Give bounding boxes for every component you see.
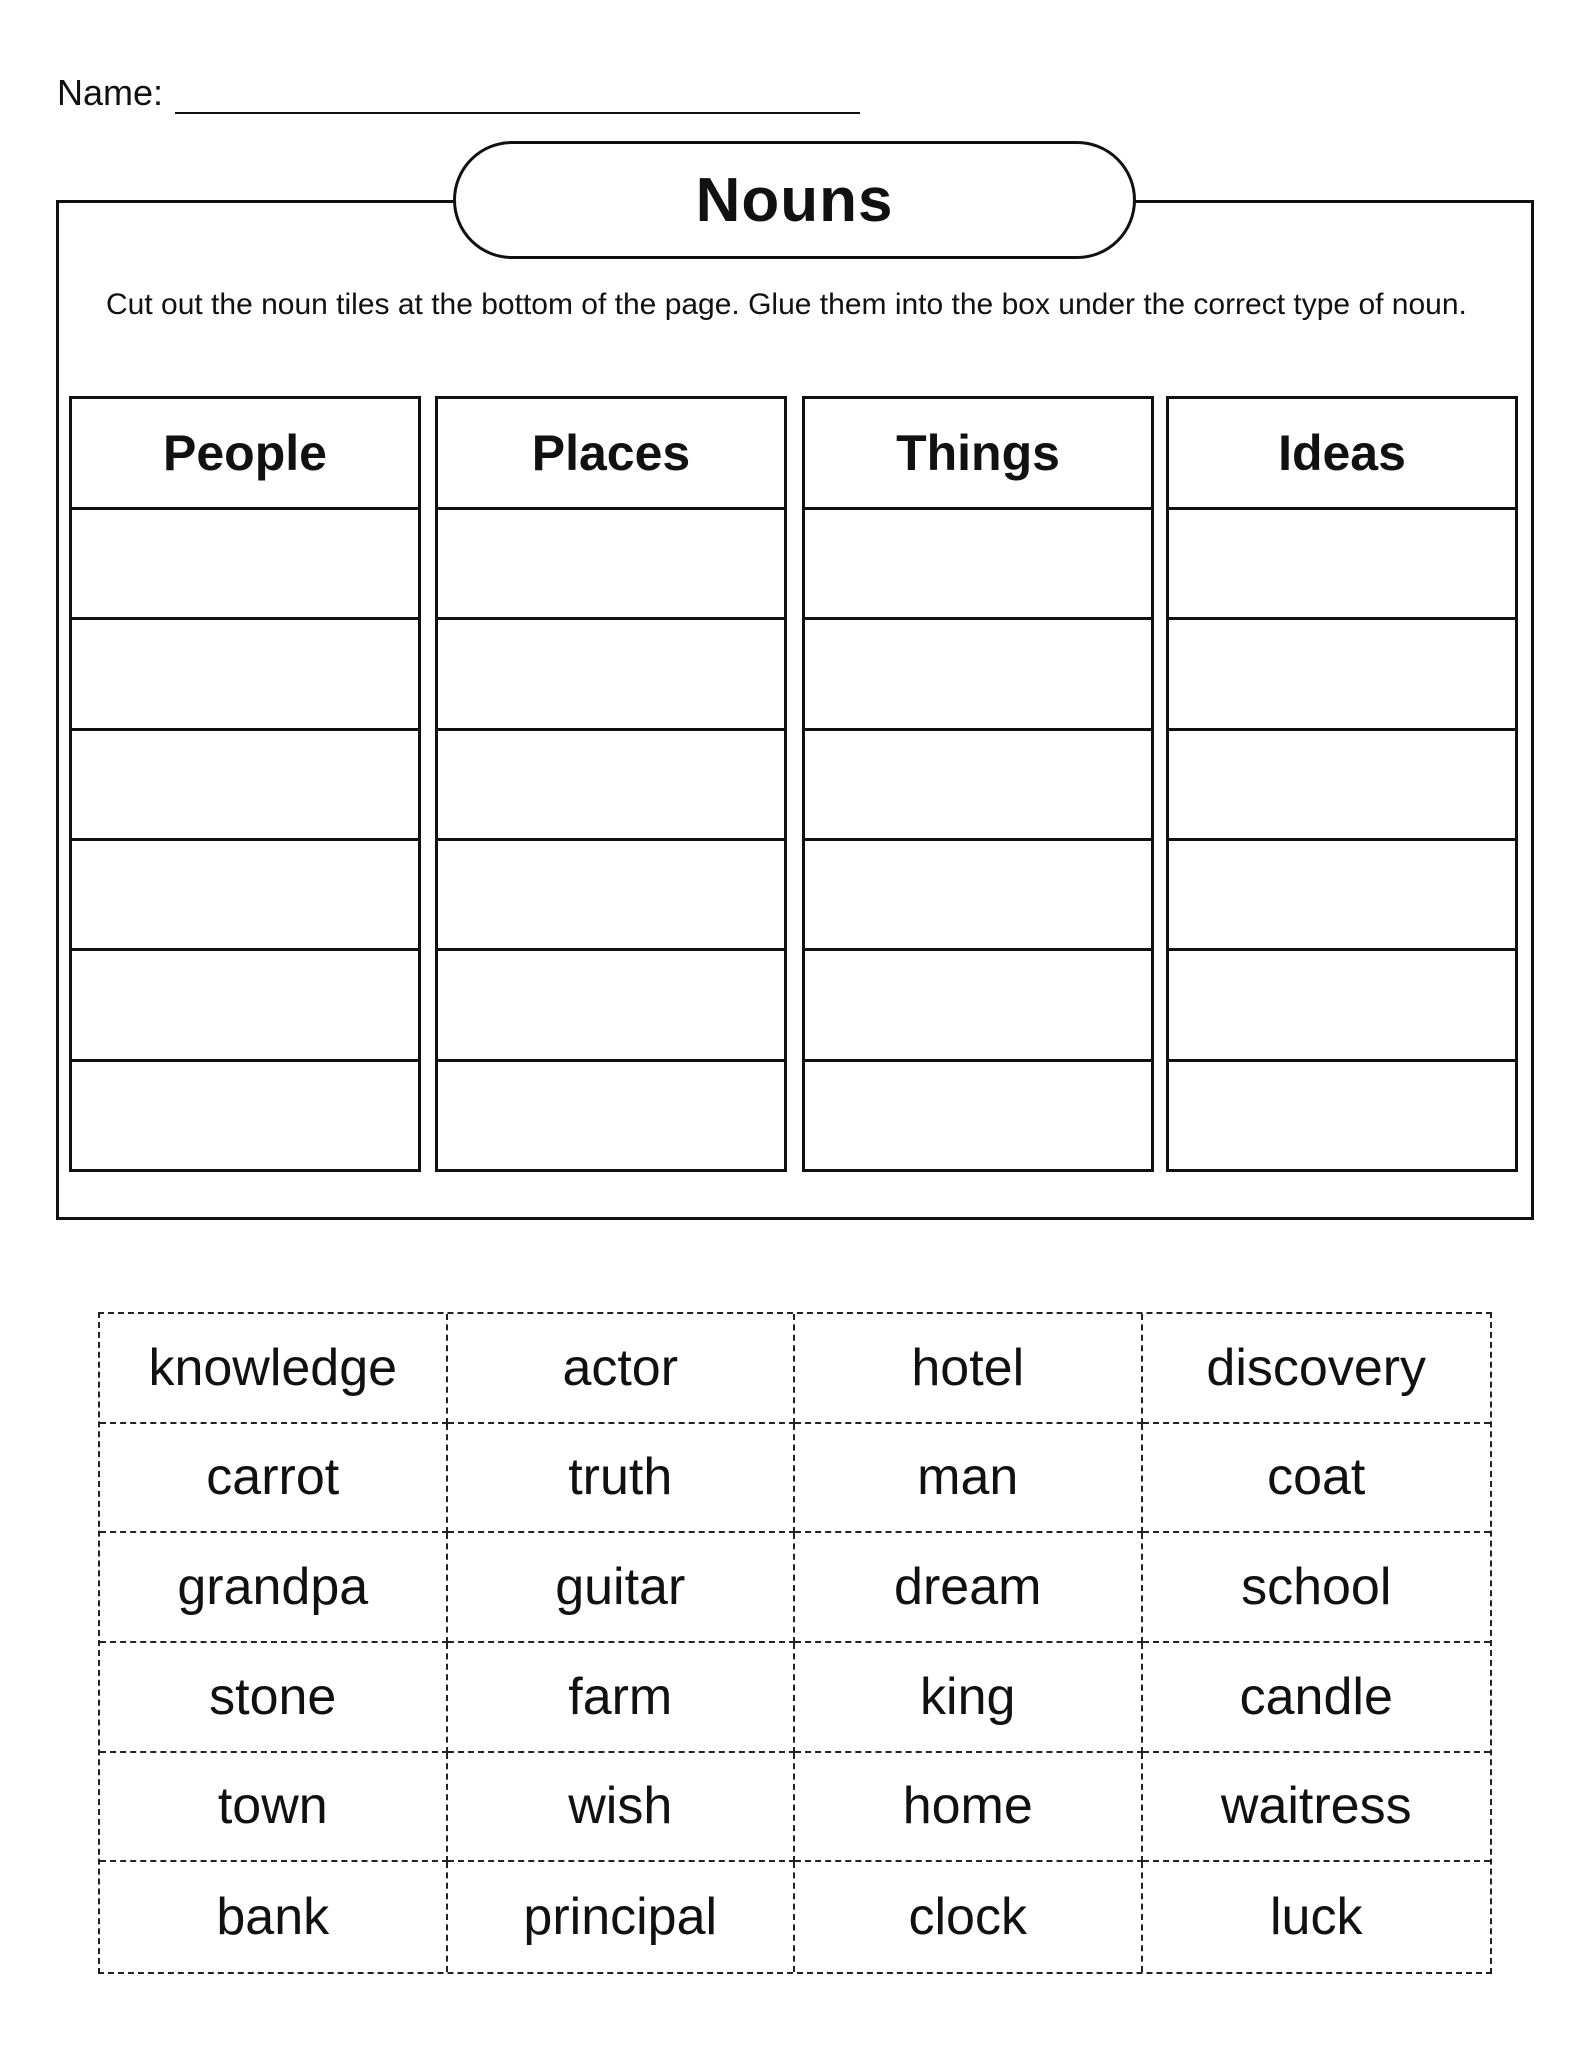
glue-box[interactable] xyxy=(1169,1062,1515,1169)
glue-box[interactable] xyxy=(1169,841,1515,951)
noun-tile[interactable]: dream xyxy=(795,1533,1143,1643)
column-things xyxy=(802,396,1154,1172)
glue-box[interactable] xyxy=(1169,731,1515,841)
glue-box[interactable] xyxy=(805,731,1151,841)
name-field xyxy=(57,72,860,114)
name-label: Name: xyxy=(57,72,164,113)
noun-tile[interactable]: discovery xyxy=(1143,1314,1491,1424)
noun-tile[interactable]: candle xyxy=(1143,1643,1491,1753)
column-people xyxy=(69,396,421,1172)
noun-tile[interactable]: hotel xyxy=(795,1314,1143,1424)
noun-tile[interactable]: luck xyxy=(1270,1888,1363,1947)
column-header-places: Places xyxy=(438,399,784,510)
column-header-ideas: Ideas xyxy=(1169,399,1515,510)
noun-tile[interactable]: actor xyxy=(448,1314,796,1424)
noun-tile[interactable]: bank xyxy=(100,1862,448,1972)
name-blank-line[interactable] xyxy=(175,74,860,114)
glue-box[interactable] xyxy=(438,951,784,1061)
noun-tile[interactable]: stone xyxy=(100,1643,448,1753)
noun-tile[interactable]: guitar xyxy=(448,1533,796,1643)
noun-tile[interactable]: farm xyxy=(448,1643,796,1753)
glue-box[interactable] xyxy=(72,1062,418,1169)
noun-tile[interactable]: grandpa xyxy=(100,1533,448,1643)
noun-tile[interactable]: clock xyxy=(795,1862,1143,1972)
noun-tile[interactable]: principal xyxy=(448,1862,796,1972)
glue-box[interactable] xyxy=(438,1062,784,1169)
column-header-people: People xyxy=(72,399,418,510)
glue-box[interactable] xyxy=(1169,620,1515,730)
column-header-things: Things xyxy=(805,399,1151,510)
column-places xyxy=(435,396,787,1172)
glue-box[interactable] xyxy=(72,620,418,730)
noun-tile[interactable]: knowledge xyxy=(100,1314,448,1424)
glue-box[interactable] xyxy=(805,951,1151,1061)
noun-tile[interactable]: man xyxy=(795,1424,1143,1534)
noun-tile[interactable]: town xyxy=(100,1753,448,1863)
glue-box[interactable] xyxy=(1169,510,1515,620)
noun-tile[interactable]: home xyxy=(795,1753,1143,1863)
glue-box[interactable] xyxy=(438,731,784,841)
glue-box[interactable] xyxy=(805,620,1151,730)
instructions-text: Cut out the noun tiles at the bottom of the page. Glue them into the box under the correct type of noun. xyxy=(106,288,1467,321)
glue-box[interactable] xyxy=(1169,951,1515,1061)
glue-box[interactable] xyxy=(438,841,784,951)
glue-box[interactable] xyxy=(805,841,1151,951)
noun-tile[interactable]: wish xyxy=(448,1753,796,1863)
glue-box[interactable] xyxy=(805,1062,1151,1169)
worksheet-title: Nouns xyxy=(453,141,1136,259)
noun-tile[interactable]: carrot xyxy=(100,1424,448,1534)
noun-tile[interactable]: coat xyxy=(1143,1424,1491,1534)
noun-tile[interactable]: school xyxy=(1143,1533,1491,1643)
glue-box[interactable] xyxy=(72,951,418,1061)
glue-box[interactable] xyxy=(805,510,1151,620)
column-ideas xyxy=(1166,396,1518,1172)
glue-box[interactable] xyxy=(72,841,418,951)
glue-box[interactable] xyxy=(438,620,784,730)
noun-tiles-grid xyxy=(98,1312,1492,1974)
noun-tile[interactable]: truth xyxy=(448,1424,796,1534)
glue-box[interactable] xyxy=(72,731,418,841)
noun-tile[interactable]: waitress xyxy=(1143,1753,1491,1863)
noun-tile[interactable]: king xyxy=(795,1643,1143,1753)
glue-box[interactable] xyxy=(72,510,418,620)
glue-box[interactable] xyxy=(438,510,784,620)
